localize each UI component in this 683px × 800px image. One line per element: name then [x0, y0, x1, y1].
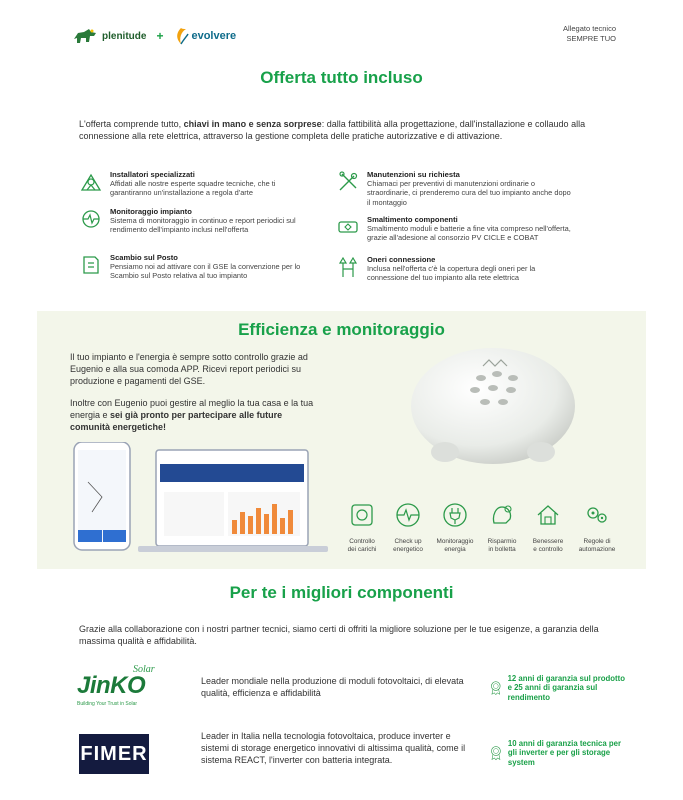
jinko-logo	[77, 664, 167, 710]
feature-title: Smaltimento componenti	[367, 215, 458, 224]
fimer-warranty	[490, 738, 630, 768]
feature-title: Monitoraggio impianto	[110, 207, 192, 216]
allegato-line2: SEMPRE TUO	[566, 34, 616, 43]
eico-label-2: automazione	[578, 545, 616, 553]
eico-label-2: dei carichi	[347, 545, 377, 553]
intro-post: : dalla fattibilità alla progettazione, dall'installazione e collaudo alla connessione alla rete elettrica, attraverso la gestione completa delle pratiche autorizzative e di attivazione.	[79, 119, 586, 141]
eico-label-2: e controllo	[533, 545, 563, 553]
jinko-description: Leader mondiale nella produzione di moduli fotovoltaici, di elevata qualità, efficienza e affidabilità	[201, 676, 464, 698]
feature-desc: Pensiamo noi ad attivare con il GSE la convenzione per lo Scambio sul Posto relativa al tuo impianto	[110, 262, 301, 281]
feature-oneri	[336, 255, 571, 283]
feature-desc: Chiamaci per preventivi di manutenzioni ordinarie o straordinarie, ci prenderemo cura del tuo impianto anche dopo il montaggio	[367, 179, 571, 207]
jinko-tagline: Building Your Trust in Solar	[77, 701, 138, 707]
evolvere-logo	[173, 26, 236, 46]
feature-desc: Inclusa nell'offerta c'è la copertura degli oneri per la connessione del tuo impianto alla rete elettrica	[367, 264, 536, 283]
feature-automazione	[574, 501, 620, 553]
feature-risparmio	[479, 501, 525, 553]
feature-desc: Affidati alle nostre esperte squadre tecniche, che ti garantiranno un'installazione a regola d'arte	[110, 179, 276, 198]
eico-label-1: Controllo	[349, 538, 375, 545]
document-label	[563, 24, 616, 44]
eico-label-1: Monitoraggio	[436, 538, 474, 545]
allegato-line1: Allegato tecnico	[563, 24, 616, 33]
componenti-intro: Grazie alla collaborazione con i nostri partner tecnici, siamo certi di offriti la migliore soluzione per le tue esigenze, a garanzia della massima qualità e affidabilità.	[79, 624, 599, 646]
feature-manutenzioni	[336, 170, 571, 207]
feature-installatori	[79, 170, 314, 198]
eico-label-1: Check up	[394, 538, 422, 545]
connection-icon	[336, 255, 360, 279]
automation-icon	[583, 501, 611, 529]
jinko-logo-sup: Solar	[133, 664, 155, 675]
monitoring-icon	[79, 207, 103, 231]
feature-controllo-carichi	[339, 501, 385, 553]
feature-monitoraggio	[79, 207, 314, 235]
tools-icon	[336, 170, 360, 194]
loads-control-icon	[348, 501, 376, 529]
eico-label-1: Regole di	[583, 538, 611, 545]
feature-title: Oneri connessione	[367, 255, 436, 264]
savings-icon	[488, 501, 516, 529]
warranty-text: 10 anni di garanzia tecnica per gli inverter e per gli storage system	[507, 738, 621, 767]
warranty-text: 12 anni di garanzia sul prodotto e 25 anni di garanzia sul rendimento	[507, 673, 625, 702]
efficienza-p2	[70, 398, 320, 433]
exchange-icon	[79, 253, 103, 277]
recycle-icon	[336, 215, 360, 239]
efficienza-p1: Il tuo impianto e l'energia è sempre sotto controllo grazie ad Eugenio e alla sua comoda APP. Ricevi report periodici su produzione e pagamenti del GSE.	[70, 352, 308, 386]
efficienza-title: Efficienza e monitoraggio	[238, 320, 445, 339]
efficienza-text	[70, 352, 320, 445]
feature-desc: Sistema di monitoraggio in continuo e report periodici sul rendimento dell'impianto inclusi nell'offerta	[110, 216, 296, 235]
eico-label-1: Benessere	[532, 538, 564, 545]
evolvere-logo-text: evolvere	[191, 30, 237, 42]
award-ribbon-icon	[490, 673, 502, 703]
jinko-warranty	[490, 673, 630, 703]
evolvere-leaf-icon	[173, 26, 189, 46]
feature-monitoraggio-energia	[432, 501, 478, 553]
award-ribbon-icon	[490, 738, 502, 768]
eico-label-2: energetico	[393, 545, 423, 553]
feature-benessere	[525, 501, 571, 553]
installer-icon	[79, 170, 103, 194]
p2-bold: sei già pronto per partecipare alle future comunità energetiche!	[70, 410, 283, 432]
feature-checkup	[385, 501, 431, 553]
fimer-description: Leader in Italia nella tecnologia fotovoltaica, produce inverter e sistemi di storage energetico innovativi di altissima qualità, come il sistema REACT, l'inverter con batteria integrata.	[201, 731, 466, 765]
feature-title: Installatori specializzati	[110, 170, 195, 179]
eugenio-device-image	[405, 344, 580, 474]
feature-title: Scambio sul Posto	[110, 253, 178, 262]
checkup-icon	[394, 501, 422, 529]
p2-pre: Inoltre con Eugenio puoi gestire al meglio la tua casa e la tua energia e	[70, 398, 314, 421]
wellbeing-icon	[534, 501, 562, 529]
jinko-logo-text: JinKO	[77, 672, 146, 699]
feature-smaltimento	[336, 215, 571, 243]
offerta-title: Offerta tutto incluso	[260, 68, 423, 87]
plenitude-logo-text: plenitude	[102, 30, 147, 42]
eico-label-2: energia	[444, 545, 466, 553]
intro-pre: L'offerta comprende tutto,	[79, 119, 184, 129]
eico-label-2: in bolletta	[488, 545, 516, 553]
app-devices-illustration	[72, 442, 332, 554]
fimer-logo: FIMER	[79, 734, 149, 774]
feature-scambio	[79, 253, 314, 281]
offerta-intro	[79, 118, 624, 142]
componenti-title: Per te i migliori componenti	[229, 583, 454, 602]
plenitude-dog-icon	[72, 27, 98, 45]
feature-title: Manutenzioni su richiesta	[367, 170, 460, 179]
brand-logos	[72, 26, 236, 46]
plus-sign: +	[156, 29, 164, 43]
energy-monitor-icon	[441, 501, 469, 529]
eico-label-1: Risparmio	[487, 538, 517, 545]
intro-bold: chiavi in mano e senza sorprese	[183, 119, 322, 129]
feature-desc: Smaltimento moduli e batterie a fine vita compreso nell'offerta, grazie all'adesione al consorzio PV CICLE e COBAT	[367, 224, 571, 243]
